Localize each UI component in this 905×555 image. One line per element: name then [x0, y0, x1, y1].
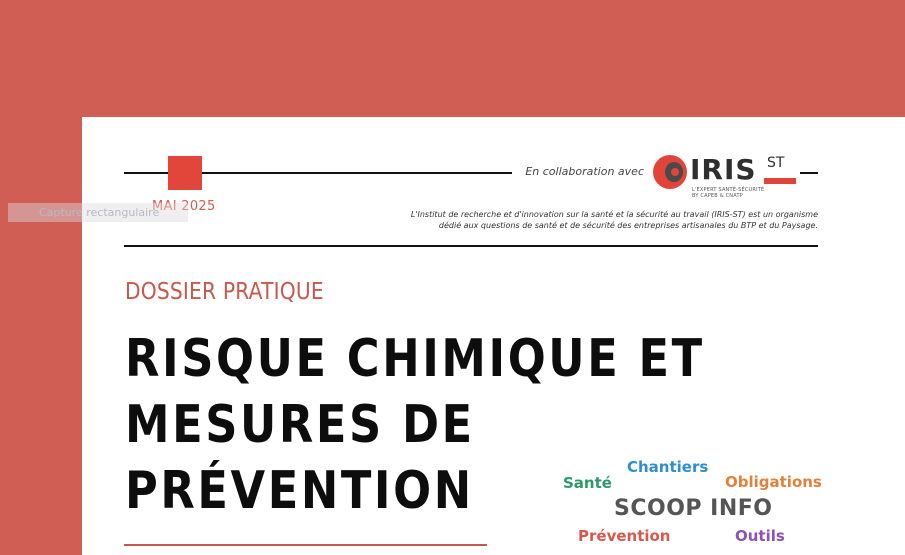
iris-st-logo [650, 153, 800, 199]
intro-text: L'Institut de recherche et d'innovation sur la santé et la sécurité au travail (IRIS-ST) est un organisme dédié aux questions de santé et de sécurité des entreprises artisanales du BTP et du Paysage. [410, 210, 818, 230]
logo-tagline: L'EXPERT SANTÉ-SÉCURITÉ BY CAPEB & CNATP [692, 187, 765, 199]
tag-chantiers: Chantiers [627, 458, 709, 476]
tag-prevention: Prévention [578, 527, 671, 545]
bottom-rule [124, 544, 487, 546]
header-rule [124, 245, 818, 247]
tag-scoop-info: SCOOP INFO [614, 496, 773, 521]
collaboration-label: En collaboration avec [525, 165, 644, 178]
tag-outils: Outils [735, 527, 785, 545]
logo-name: IRIS [690, 153, 757, 186]
dossier-kicker: DOSSIER PRATIQUE [125, 279, 324, 305]
publication-date: MAI 2025 [152, 199, 216, 214]
capture-overlay-label: Capture rectangulaire [39, 206, 160, 219]
page-title: RISQUE CHIMIQUE ET MESURES DE PRÉVENTION [125, 329, 705, 521]
accent-square [168, 156, 202, 190]
tag-obligations: Obligations [725, 473, 822, 491]
eye-icon [653, 155, 687, 189]
tag-sante: Santé [563, 474, 612, 492]
logo-superscript: ST [767, 155, 785, 171]
document-page [82, 117, 905, 555]
logo-bar [764, 178, 796, 184]
top-rule-right [800, 172, 818, 174]
